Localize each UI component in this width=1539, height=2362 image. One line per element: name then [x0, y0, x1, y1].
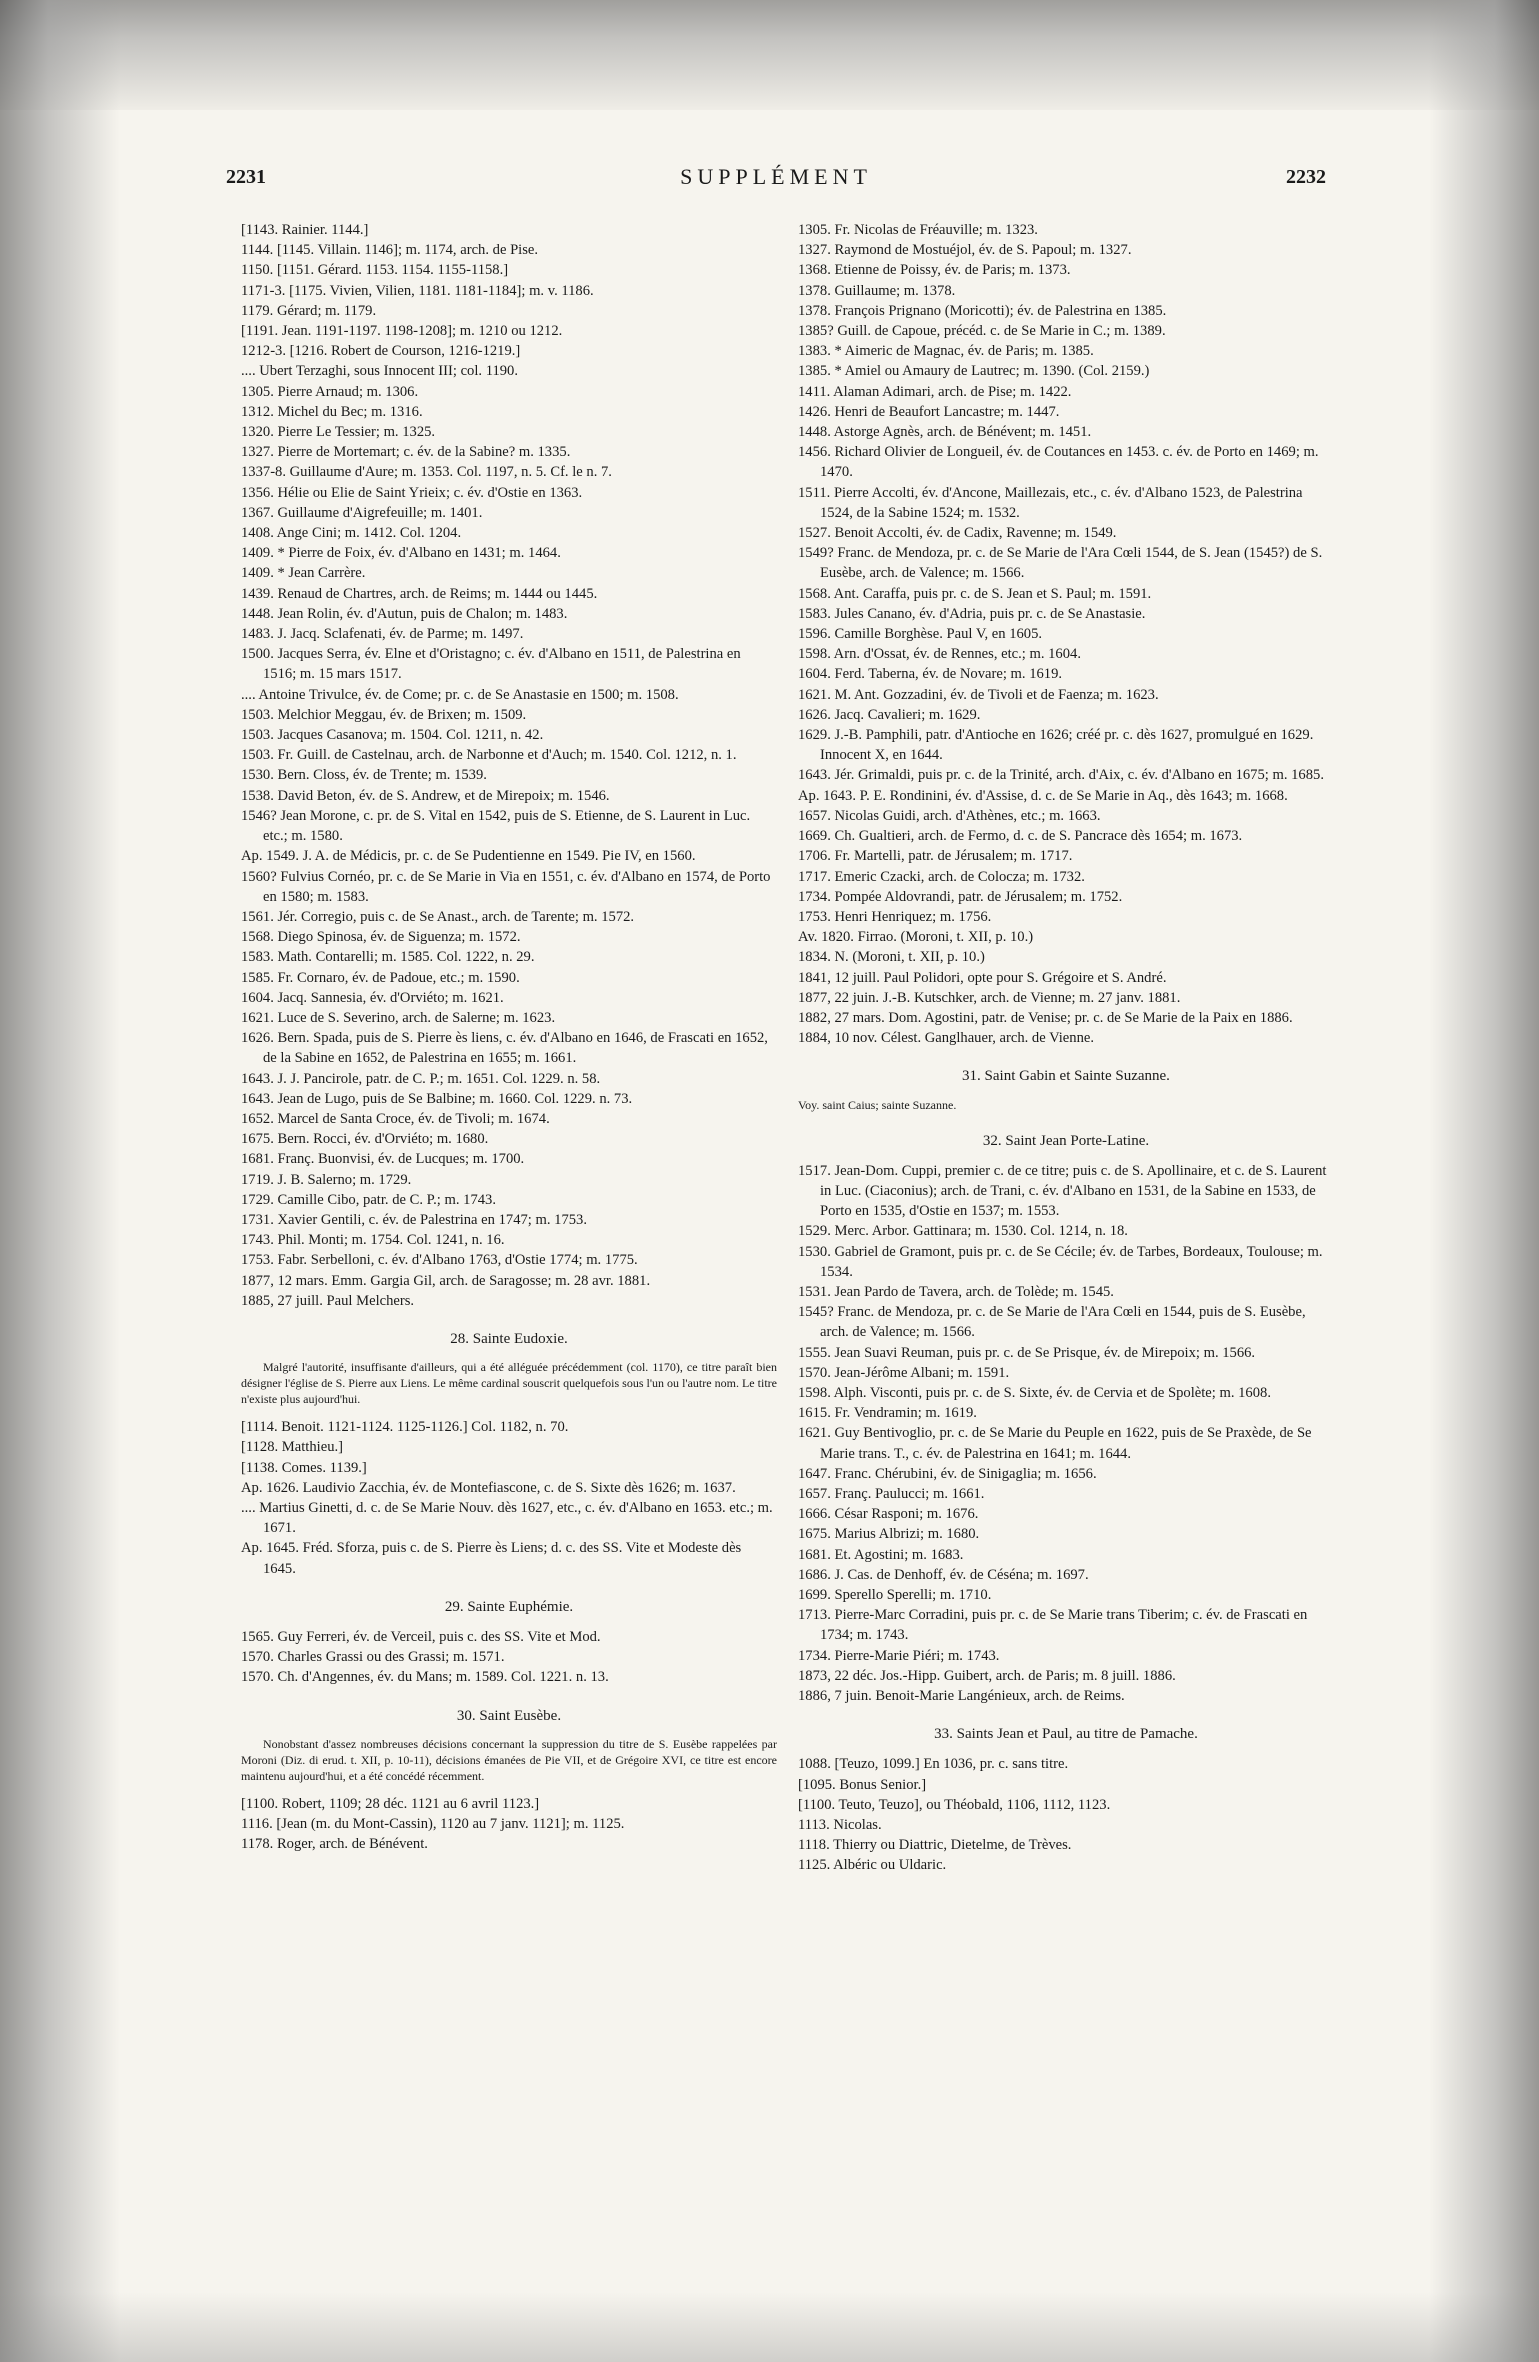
- list-entry: 1088. [Teuzo, 1099.] En 1036, pr. c. sans titre.: [798, 1756, 1069, 1773]
- list-entry: 1503. Melchior Meggau, év. de Brixen; m. 1509.: [241, 706, 527, 723]
- list-entry: Ap. 1549. J. A. de Médicis, pr. c. de Se Pudentienne en 1549. Pie IV, en 1560.: [241, 848, 696, 865]
- section-heading: 28. Sainte Eudoxie.: [450, 1330, 568, 1347]
- list-entry: 1681. Franç. Buonvisi, év. de Lucques; m. 1700.: [241, 1151, 525, 1168]
- list-entry: 1621. Luce de S. Severino, arch. de Salerne; m. 1623.: [241, 1009, 556, 1026]
- list-entry: [1128. Matthieu.]: [241, 1439, 343, 1456]
- list-entry: 1383. * Aimeric de Magnac, év. de Paris; m. 1385.: [798, 343, 1094, 360]
- list-entry: [1114. Benoit. 1121-1124. 1125-1126.] Col. 1182, n. 70.: [241, 1419, 569, 1436]
- list-entry: 1327. Pierre de Mortemart; c. év. de la Sabine? m. 1335.: [241, 444, 571, 461]
- list-entry: 1411. Alaman Adimari, arch. de Pise; m. 1422.: [798, 383, 1072, 400]
- list-entry: .... Ubert Terzaghi, sous Innocent III; col. 1190.: [241, 363, 518, 380]
- list-entry: 1666. César Rasponi; m. 1676.: [798, 1506, 979, 1523]
- list-entry: [1100. Teuto, Teuzo], ou Théobald, 1106, 1112, 1123.: [798, 1796, 1111, 1813]
- list-entry: 1385? Guill. de Capoue, précéd. c. de Se Marie in C.; m. 1389.: [798, 323, 1166, 340]
- list-entry: 1675. Bern. Rocci, év. d'Orviéto; m. 1680.: [241, 1131, 489, 1148]
- list-entry: Ap. 1645. Fréd. Sforza, puis c. de S. Pierre ès Liens; d. c. des SS. Vite et Modeste dès 1645.: [241, 1540, 742, 1577]
- list-entry: 1549? Franc. de Mendoza, pr. c. de Se Marie de l'Ara Cœli 1544, de S. Jean (1545?) de S. Eusèbe, arch. de Valence; m. 1566.: [798, 545, 1323, 582]
- page-number-left: 2231: [226, 166, 266, 188]
- entry-list: [241, 220, 777, 1311]
- scan-shadow-bottom: [0, 2292, 1539, 2362]
- list-entry: 1545? Franc. de Mendoza, pr. c. de Se Marie de l'Ara Cœli en 1544, puis de S. Eusèbe, arch. de Valence; m. 1566.: [798, 1304, 1306, 1341]
- right-column: [798, 220, 1334, 1876]
- list-entry: 1731. Xavier Gentili, c. év. de Palestrina en 1747; m. 1753.: [241, 1211, 587, 1228]
- entry-list: [798, 1161, 1334, 1706]
- list-entry: 1212-3. [1216. Robert de Courson, 1216-1219.]: [241, 343, 521, 360]
- list-entry: 1448. Jean Rolin, év. d'Autun, puis de Chalon; m. 1483.: [241, 605, 568, 622]
- list-entry: 1483. J. Jacq. Sclafenati, év. de Parme; m. 1497.: [241, 626, 524, 643]
- section-heading: 30. Saint Eusèbe.: [456, 1707, 562, 1724]
- list-entry: 1877, 22 juin. J.-B. Kutschker, arch. de Vienne; m. 27 janv. 1881.: [798, 989, 1181, 1006]
- list-entry: 1179. Gérard; m. 1179.: [241, 302, 377, 319]
- list-entry: 1652. Marcel de Santa Croce, év. de Tivoli; m. 1674.: [241, 1110, 550, 1127]
- list-entry: 1598. Arn. d'Ossat, év. de Rennes, etc.; m. 1604.: [798, 646, 1081, 663]
- list-entry: Ap. 1643. P. E. Rondinini, év. d'Assise, d. c. de Se Marie in Aq., dès 1643; m. 1668.: [798, 787, 1288, 804]
- list-entry: 1729. Camille Cibo, patr. de C. P.; m. 1743.: [241, 1191, 496, 1208]
- list-entry: 1647. Franc. Chérubini, év. de Sinigaglia; m. 1656.: [798, 1465, 1097, 1482]
- list-entry: 1643. Jér. Grimaldi, puis pr. c. de la Trinité, arch. d'Aix, c. év. d'Albano en 1675; m. 1685.: [798, 767, 1324, 784]
- scan-shadow-left: [0, 0, 120, 2362]
- list-entry: 1530. Gabriel de Gramont, puis pr. c. de Se Cécile; év. de Tarbes, Bordeaux, Toulouse; m. 1534.: [798, 1243, 1323, 1280]
- page-header: [226, 166, 1326, 196]
- list-entry: 1841, 12 juill. Paul Polidori, opte pour S. Grégoire et S. André.: [798, 969, 1167, 986]
- list-entry: 1150. [1151. Gérard. 1153. 1154. 1155-1158.]: [241, 262, 509, 279]
- list-entry: 1686. J. Cas. de Denhoff, év. de Céséna; m. 1697.: [798, 1566, 1089, 1583]
- list-entry: 1629. J.-B. Pamphili, patr. d'Antioche en 1626; créé pr. c. dès 1627, promulgué en 1629. Innocent X, en 1644.: [798, 727, 1314, 764]
- list-entry: 1743. Phil. Monti; m. 1754. Col. 1241, n. 16.: [241, 1232, 505, 1249]
- list-entry: 1530. Bern. Closs, év. de Trente; m. 1539.: [241, 767, 487, 784]
- list-entry: 1356. Hélie ou Elie de Saint Yrieix; c. év. d'Ostie en 1363.: [241, 484, 583, 501]
- list-entry: 1675. Marius Albrizi; m. 1680.: [798, 1526, 980, 1543]
- list-entry: 1583. Jules Canano, év. d'Adria, puis pr. c. de Se Anastasie.: [798, 605, 1146, 622]
- list-entry: 1598. Alph. Visconti, puis pr. c. de S. Sixte, év. de Cervia et de Spolète; m. 1608.: [798, 1384, 1271, 1401]
- list-entry: 1681. Et. Agostini; m. 1683.: [798, 1546, 964, 1563]
- list-entry: 1657. Franç. Paulucci; m. 1661.: [798, 1485, 985, 1502]
- list-entry: 1511. Pierre Accolti, év. d'Ancone, Maillezais, etc., c. év. d'Albano 1523, de Palestrina 1524, de la Sabine 1524; m. 1532.: [798, 484, 1303, 521]
- list-entry: 1456. Richard Olivier de Longueil, év. de Coutances en 1453. c. év. de Porto en 1469; m. 1470.: [798, 444, 1319, 481]
- list-entry: 1570. Jean-Jérôme Albani; m. 1591.: [798, 1364, 1010, 1381]
- section-note: Voy. saint Caius; sainte Suzanne.: [798, 1097, 957, 1112]
- list-entry: 1621. M. Ant. Gozzadini, év. de Tivoli et de Faenza; m. 1623.: [798, 686, 1159, 703]
- list-entry: 1178. Roger, arch. de Bénévent.: [241, 1836, 428, 1853]
- entry-list: [241, 1794, 777, 1855]
- list-entry: 1503. Jacques Casanova; m. 1504. Col. 1211, n. 42.: [241, 727, 544, 744]
- list-entry: 1615. Fr. Vendramin; m. 1619.: [798, 1405, 977, 1422]
- section-heading: 33. Saints Jean et Paul, au titre de Pamache.: [934, 1726, 1198, 1743]
- list-entry: 1409. * Pierre de Foix, év. d'Albano en 1431; m. 1464.: [241, 545, 561, 562]
- list-entry: 1873, 22 déc. Jos.-Hipp. Guibert, arch. de Paris; m. 8 juill. 1886.: [798, 1667, 1176, 1684]
- list-entry: 1717. Emeric Czacki, arch. de Colocza; m. 1732.: [798, 868, 1085, 885]
- list-entry: 1527. Benoit Accolti, év. de Cadix, Ravenne; m. 1549.: [798, 525, 1117, 542]
- list-entry: 1538. David Beton, év. de S. Andrew, et de Mirepoix; m. 1546.: [241, 787, 610, 804]
- list-entry: 1884, 10 nov. Célest. Ganglhauer, arch. de Vienne.: [798, 1030, 1095, 1047]
- list-entry: 1408. Ange Cini; m. 1412. Col. 1204.: [241, 525, 462, 542]
- running-title: SUPPLÉMENT: [680, 164, 872, 189]
- list-entry: 1885, 27 juill. Paul Melchers.: [241, 1292, 415, 1309]
- page-number-right: 2232: [1286, 166, 1326, 188]
- list-entry: 1583. Math. Contarelli; m. 1585. Col. 1222, n. 29.: [241, 949, 535, 966]
- list-entry: 1568. Diego Spinosa, év. de Siguenza; m. 1572.: [241, 929, 521, 946]
- list-entry: 1113. Nicolas.: [798, 1817, 882, 1834]
- list-entry: 1699. Sperello Sperelli; m. 1710.: [798, 1587, 992, 1603]
- list-entry: 1570. Charles Grassi ou des Grassi; m. 1571.: [241, 1649, 505, 1666]
- section-heading: 32. Saint Jean Porte-Latine.: [982, 1132, 1150, 1149]
- entry-list: [241, 1627, 777, 1688]
- list-entry: 1320. Pierre Le Tessier; m. 1325.: [241, 424, 436, 441]
- list-entry: 1305. Pierre Arnaud; m. 1306.: [241, 383, 419, 400]
- list-entry: 1657. Nicolas Guidi, arch. d'Athènes, etc.; m. 1663.: [798, 807, 1101, 824]
- list-entry: 1503. Fr. Guill. de Castelnau, arch. de Narbonne et d'Auch; m. 1540. Col. 1212, n. 1.: [241, 747, 737, 764]
- list-entry: 1643. J. J. Pancirole, patr. de C. P.; m. 1651. Col. 1229. n. 58.: [241, 1070, 601, 1087]
- list-entry: 1604. Ferd. Taberna, év. de Novare; m. 1619.: [798, 666, 1063, 683]
- list-entry: 1626. Bern. Spada, puis de S. Pierre ès liens, c. év. d'Albano en 1646, de Frascati en 1652, de la Sabine en 1652, de Palestrina en 1655; m. 1661.: [241, 1030, 768, 1067]
- list-entry: 1713. Pierre-Marc Corradini, puis pr. c. de Se Marie trans Tiberim; c. év. de Frascati en 1734; m. 1743.: [798, 1607, 1308, 1644]
- entry-list: [241, 1417, 777, 1579]
- list-entry: 1555. Jean Suavi Reuman, puis pr. c. de Se Prisque, év. de Mirepoix; m. 1566.: [798, 1344, 1256, 1361]
- list-entry: 1378. François Prignano (Moricotti); év. de Palestrina en 1385.: [798, 302, 1167, 319]
- list-entry: 1706. Fr. Martelli, patr. de Jérusalem; m. 1717.: [798, 848, 1073, 865]
- list-entry: 1116. [Jean (m. du Mont-Cassin), 1120 au 7 janv. 1121]; m. 1125.: [241, 1816, 625, 1833]
- list-entry: 1882, 27 mars. Dom. Agostini, patr. de Venise; pr. c. de Se Marie de la Paix en 1886.: [798, 1009, 1293, 1026]
- list-entry: 1561. Jér. Corregio, puis c. de Se Anast., arch. de Tarente; m. 1572.: [241, 908, 635, 925]
- list-entry: 1426. Henri de Beaufort Lancastre; m. 1447.: [798, 403, 1060, 420]
- list-entry: 1753. Fabr. Serbelloni, c. év. d'Albano 1763, d'Ostie 1774; m. 1775.: [241, 1252, 638, 1269]
- list-entry: 1409. * Jean Carrère.: [241, 565, 366, 582]
- list-entry: 1312. Michel du Bec; m. 1316.: [241, 403, 423, 420]
- list-entry: 1626. Jacq. Cavalieri; m. 1629.: [798, 706, 981, 723]
- list-entry: 1621. Guy Bentivoglio, pr. c. de Se Marie du Peuple en 1622, puis de Se Praxède, de Se Marie trans. T., c. év. de Palestrina en 1641; m. 1644.: [798, 1425, 1312, 1462]
- section-heading: 31. Saint Gabin et Sainte Suzanne.: [962, 1068, 1170, 1085]
- list-entry: Av. 1820. Firrao. (Moroni, t. XII, p. 10.): [798, 929, 1034, 946]
- section-note: Nonobstant d'assez nombreuses décisions concernant la suppression du titre de S. Eusèbe rappelées par Moroni (Diz. di erud. t. XII, p. 10-11), décisions émanées de Pie VII, et de Grégoire XVI, ce titre est encore maintenu aujourd'hui, et a été concédé récemment.: [241, 1736, 777, 1783]
- list-entry: 1385. * Amiel ou Amaury de Lautrec; m. 1390. (Col. 2159.): [798, 363, 1150, 380]
- list-entry: [1143. Rainier. 1144.]: [241, 222, 369, 238]
- entry-list: [798, 220, 1334, 1048]
- list-entry: 1719. J. B. Salerno; m. 1729.: [241, 1171, 412, 1188]
- scan-shadow-top: [0, 0, 1539, 110]
- section-note: Malgré l'autorité, insuffisante d'ailleurs, qui a été alléguée précédemment (col. 1170), ce titre paraît bien désigner l'église de S. Pierre aux Liens. Le même cardinal souscrit quelquefois sous l'un ou l'autre nom. Le titre n'existe plus aujourd'hui.: [241, 1360, 777, 1407]
- list-entry: Ap. 1626. Laudivio Zacchia, év. de Montefiascone, c. de S. Sixte dès 1626; m. 1637.: [241, 1479, 736, 1496]
- list-entry: .... Antoine Trivulce, év. de Come; pr. c. de Se Anastasie en 1500; m. 1508.: [241, 686, 679, 703]
- list-entry: 1834. N. (Moroni, t. XII, p. 10.): [798, 949, 985, 966]
- list-entry: 1565. Guy Ferreri, év. de Verceil, puis c. des SS. Vite et Mod.: [241, 1629, 601, 1645]
- list-entry: 1448. Astorge Agnès, arch. de Bénévent; m. 1451.: [798, 424, 1092, 441]
- list-entry: 1604. Jacq. Sannesia, év. d'Orviéto; m. 1621.: [241, 989, 504, 1006]
- list-entry: 1643. Jean de Lugo, puis de Se Balbine; m. 1660. Col. 1229. n. 73.: [241, 1090, 633, 1107]
- list-entry: 1734. Pompée Aldovrandi, patr. de Jérusalem; m. 1752.: [798, 888, 1123, 905]
- list-entry: 1886, 7 juin. Benoit-Marie Langénieux, arch. de Reims.: [798, 1688, 1125, 1705]
- list-entry: [1095. Bonus Senior.]: [798, 1776, 927, 1793]
- list-entry: [1191. Jean. 1191-1197. 1198-1208]; m. 1210 ou 1212.: [241, 323, 563, 340]
- list-entry: 1378. Guillaume; m. 1378.: [798, 282, 956, 299]
- list-entry: .... Martius Ginetti, d. c. de Se Marie Nouv. dès 1627, etc., c. év. d'Albano en 1653. etc.; m. 1671.: [241, 1499, 773, 1537]
- list-entry: 1596. Camille Borghèse. Paul V, en 1605.: [798, 626, 1043, 643]
- list-entry: 1546? Jean Morone, c. pr. de S. Vital en 1542, puis de S. Etienne, de S. Laurent in Luc. etc.; m. 1580.: [241, 807, 751, 845]
- entry-list: [798, 1754, 1334, 1875]
- list-entry: 1439. Renaud de Chartres, arch. de Reims; m. 1444 ou 1445.: [241, 585, 598, 602]
- left-column: [241, 220, 777, 1854]
- section-heading: 29. Sainte Euphémie.: [444, 1598, 574, 1615]
- list-entry: 1529. Merc. Arbor. Gattinara; m. 1530. Col. 1214, n. 18.: [798, 1223, 1128, 1240]
- list-entry: 1368. Etienne de Poissy, év. de Paris; m. 1373.: [798, 262, 1071, 279]
- list-entry: 1570. Ch. d'Angennes, év. du Mans; m. 1589. Col. 1221. n. 13.: [241, 1669, 609, 1686]
- list-entry: 1500. Jacques Serra, év. Elne et d'Oristagno; c. év. d'Albano en 1511, de Palestrina en 1516; m. 15 mars 1517.: [241, 646, 741, 683]
- list-entry: 1144. [1145. Villain. 1146]; m. 1174, arch. de Pise.: [241, 242, 539, 259]
- scan-shadow-right: [1429, 0, 1539, 2362]
- list-entry: 1560? Fulvius Cornéo, pr. c. de Se Marie in Via en 1551, c. év. d'Albano en 1574, de Porto en 1580; m. 1583.: [241, 868, 771, 905]
- list-entry: 1125. Albéric ou Uldaric.: [798, 1857, 947, 1874]
- list-entry: 1337-8. Guillaume d'Aure; m. 1353. Col. 1197, n. 5. Cf. le n. 7.: [241, 464, 612, 481]
- list-entry: 1877, 12 mars. Emm. Gargia Gil, arch. de Saragosse; m. 28 avr. 1881.: [241, 1272, 651, 1289]
- list-entry: 1517. Jean-Dom. Cuppi, premier c. de ce titre; puis c. de S. Apollinaire, et c. de S. Laurent in Luc. (Ciaconius); arch. de Trani, c. év. d'Albano en 1531, de la Sabine en 1533, de Porto en 1535, d'Ostie en 1537; m. 1553.: [798, 1162, 1327, 1220]
- list-entry: 1669. Ch. Gualtieri, arch. de Fermo, d. c. de S. Pancrace dès 1654; m. 1673.: [798, 828, 1243, 845]
- list-entry: 1734. Pierre-Marie Piéri; m. 1743.: [798, 1647, 1000, 1664]
- list-entry: 1531. Jean Pardo de Tavera, arch. de Tolède; m. 1545.: [798, 1283, 1114, 1300]
- list-entry: 1367. Guillaume d'Aigrefeuille; m. 1401.: [241, 504, 483, 521]
- list-entry: 1305. Fr. Nicolas de Fréauville; m. 1323.: [798, 222, 1038, 238]
- list-entry: 1327. Raymond de Mostuéjol, év. de S. Papoul; m. 1327.: [798, 242, 1132, 259]
- list-entry: 1753. Henri Henriquez; m. 1756.: [798, 908, 992, 925]
- list-entry: 1585. Fr. Cornaro, év. de Padoue, etc.; m. 1590.: [241, 969, 520, 986]
- list-entry: [1100. Robert, 1109; 28 déc. 1121 au 6 avril 1123.]: [241, 1795, 540, 1812]
- list-entry: 1568. Ant. Caraffa, puis pr. c. de S. Jean et S. Paul; m. 1591.: [798, 585, 1152, 602]
- list-entry: [1138. Comes. 1139.]: [241, 1459, 367, 1476]
- list-entry: 1118. Thierry ou Diattric, Dietelme, de Trèves.: [798, 1837, 1072, 1854]
- list-entry: 1171-3. [1175. Vivien, Vilien, 1181. 1181-1184]; m. v. 1186.: [241, 282, 594, 299]
